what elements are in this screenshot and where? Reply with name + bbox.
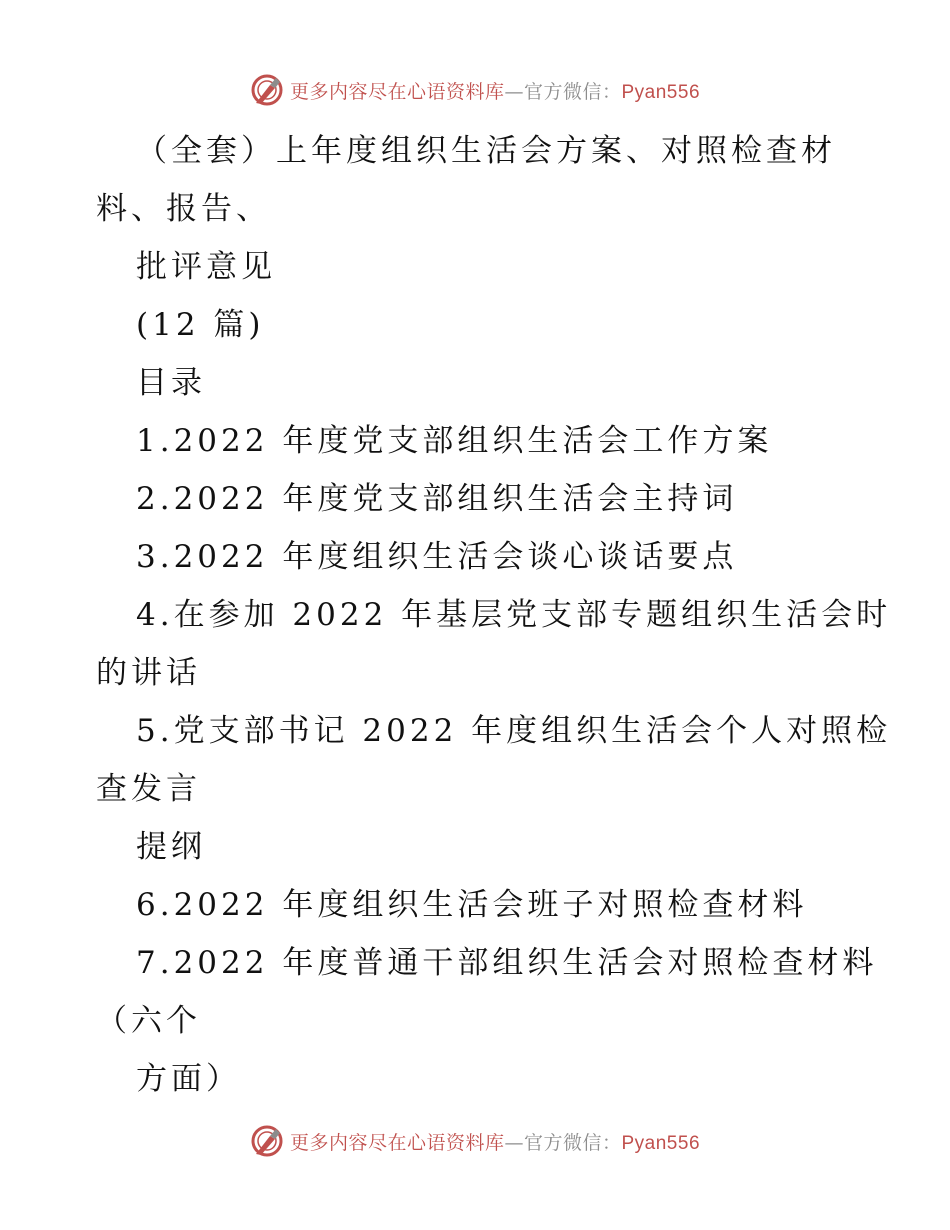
watermark-slogan: 更多内容尽在心语资料库	[289, 1131, 505, 1154]
toc-item-6: 6.2022 年度组织生活会班子对照检查材料	[136, 887, 808, 923]
watermark-dash: —	[504, 1131, 524, 1154]
toc-item-7: 7.2022 年度普通干部组织生活会对照检查材料	[136, 945, 878, 981]
toc-item-7-cont: （六个	[96, 1003, 201, 1039]
watermark-wechat-id: Pyan556	[621, 1132, 701, 1154]
watermark-wechat-id: Pyan556	[621, 81, 701, 103]
watermark-label: 官方微信：	[523, 1131, 622, 1154]
toc-item-5: 5.党支部书记 2022 年度组织生活会个人对照检	[136, 713, 892, 749]
watermark-label: 官方微信：	[523, 80, 622, 103]
doc-count: (12 篇)	[136, 307, 265, 343]
toc-heading: 目录	[136, 365, 206, 401]
toc-item-3: 3.2022 年度组织生活会谈心谈话要点	[136, 539, 738, 575]
doc-title-line-3: 批评意见	[136, 249, 276, 285]
document-body	[96, 122, 892, 1108]
toc-item-4: 4.在参加 2022 年基层党支部专题组织生活会时	[136, 597, 892, 633]
watermark-text	[290, 1128, 700, 1155]
toc-item-1: 1.2022 年度党支部组织生活会工作方案	[136, 423, 773, 459]
watermark-slogan: 更多内容尽在心语资料库	[289, 80, 505, 103]
watermark-banner-bottom	[0, 1119, 950, 1163]
doc-title-line-1: （全套）上年度组织生活会方案、对照检查材	[136, 133, 836, 169]
toc-item-4-cont: 的讲话	[96, 655, 201, 691]
doc-title-line-2: 料、报告、	[96, 191, 271, 227]
pen-nib-circle-icon	[250, 1124, 284, 1158]
toc-item-7-cont-2: 方面）	[136, 1061, 241, 1097]
pen-nib-circle-icon	[250, 73, 284, 107]
toc-item-2: 2.2022 年度党支部组织生活会主持词	[136, 481, 738, 517]
toc-item-5-cont: 查发言	[96, 771, 201, 807]
watermark-dash: —	[504, 80, 524, 103]
watermark-text	[290, 77, 700, 104]
watermark-banner-top	[0, 68, 950, 112]
toc-item-5-cont-2: 提纲	[136, 829, 206, 865]
